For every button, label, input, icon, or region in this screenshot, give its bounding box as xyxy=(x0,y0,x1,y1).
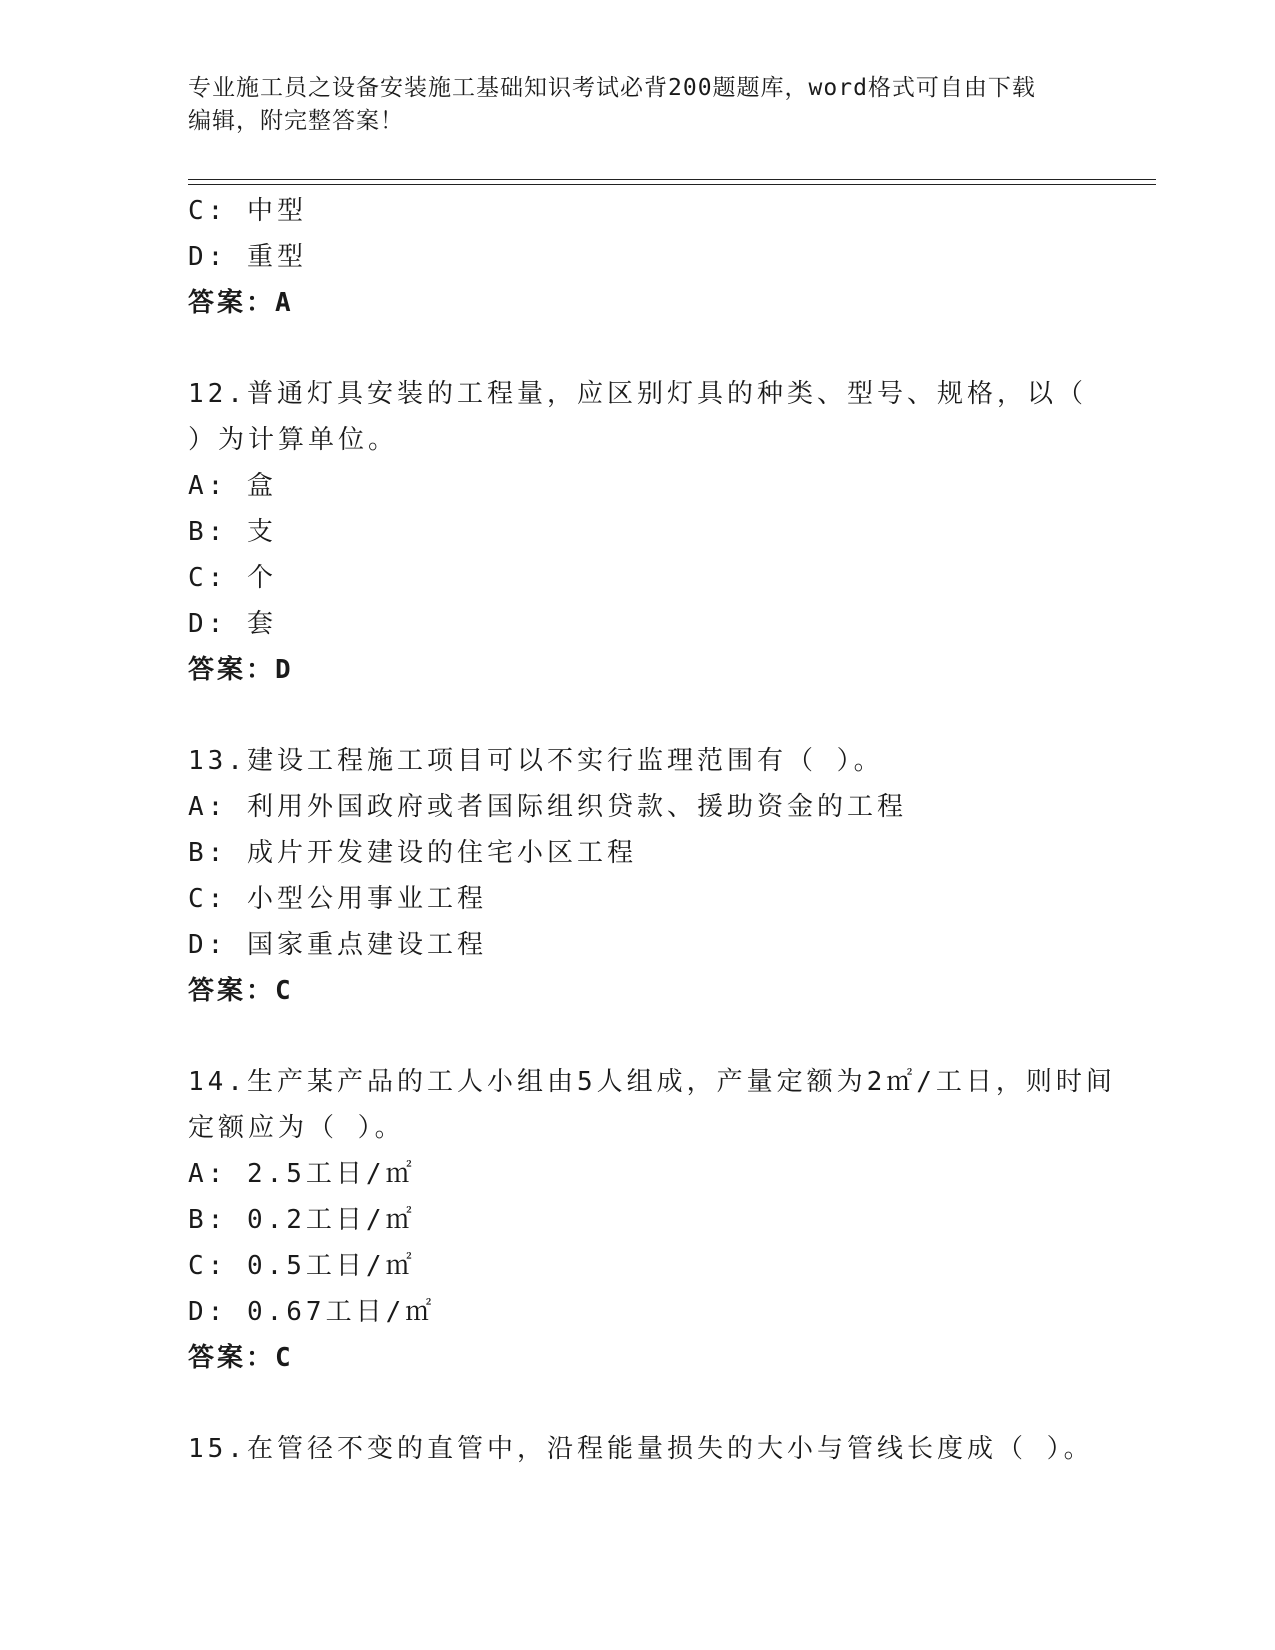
option-d: D: 0.67工日/㎡ xyxy=(188,1297,436,1327)
option-a: A: 盒 xyxy=(188,471,277,501)
question-14 xyxy=(188,1059,1116,1381)
answer-label: 答案：D xyxy=(188,655,294,685)
document-header xyxy=(188,72,1068,138)
spacer xyxy=(188,1381,1088,1426)
header-title-line-2: 编辑，附完整答案！ xyxy=(188,108,404,134)
spacer xyxy=(188,1014,1088,1059)
question-text-line: 14.生产某产品的工人小组由5人组成，产量定额为2㎡/工日，则时间 xyxy=(188,1067,1116,1097)
question-13 xyxy=(188,738,1088,1014)
question-text-line: 13.建设工程施工项目可以不实行监理范围有（ ）。 xyxy=(188,746,884,776)
question-text-line: ）为计算单位。 xyxy=(188,425,399,455)
option-b: B: 成片开发建设的住宅小区工程 xyxy=(188,838,637,868)
question-text-line: 12.普通灯具安装的工程量，应区别灯具的种类、型号、规格，以（ xyxy=(188,379,1087,409)
header-title-line-1: 专业施工员之设备安装施工基础知识考试必背200题题库，word格式可自由下载 xyxy=(188,75,1036,101)
option-a: A: 2.5工日/㎡ xyxy=(188,1159,416,1189)
spacer xyxy=(188,326,1088,371)
question-11-continued xyxy=(188,188,1088,326)
option-a: A: 利用外国政府或者国际组织贷款、援助资金的工程 xyxy=(188,792,907,822)
option-d: D: 套 xyxy=(188,609,277,639)
option-c: C: 中型 xyxy=(188,196,307,226)
header-divider-bottom xyxy=(188,184,1156,185)
question-15 xyxy=(188,1426,1094,1472)
option-d: D: 国家重点建设工程 xyxy=(188,930,487,960)
option-d: D: 重型 xyxy=(188,242,307,272)
option-c: C: 0.5工日/㎡ xyxy=(188,1251,416,1281)
option-b: B: 支 xyxy=(188,517,277,547)
option-c: C: 个 xyxy=(188,563,277,593)
question-12 xyxy=(188,371,1088,693)
spacer xyxy=(188,693,1088,738)
question-text-line: 定额应为（ ）。 xyxy=(188,1113,405,1143)
document-body xyxy=(188,188,1116,1472)
answer-label: 答案：C xyxy=(188,976,294,1006)
question-text-line: 15.在管径不变的直管中，沿程能量损失的大小与管线长度成（ ）。 xyxy=(188,1434,1094,1464)
answer-label: 答案：C xyxy=(188,1343,294,1373)
answer-label: 答案：A xyxy=(188,288,294,318)
option-b: B: 0.2工日/㎡ xyxy=(188,1205,416,1235)
option-c: C: 小型公用事业工程 xyxy=(188,884,487,914)
header-divider-top xyxy=(188,179,1156,180)
